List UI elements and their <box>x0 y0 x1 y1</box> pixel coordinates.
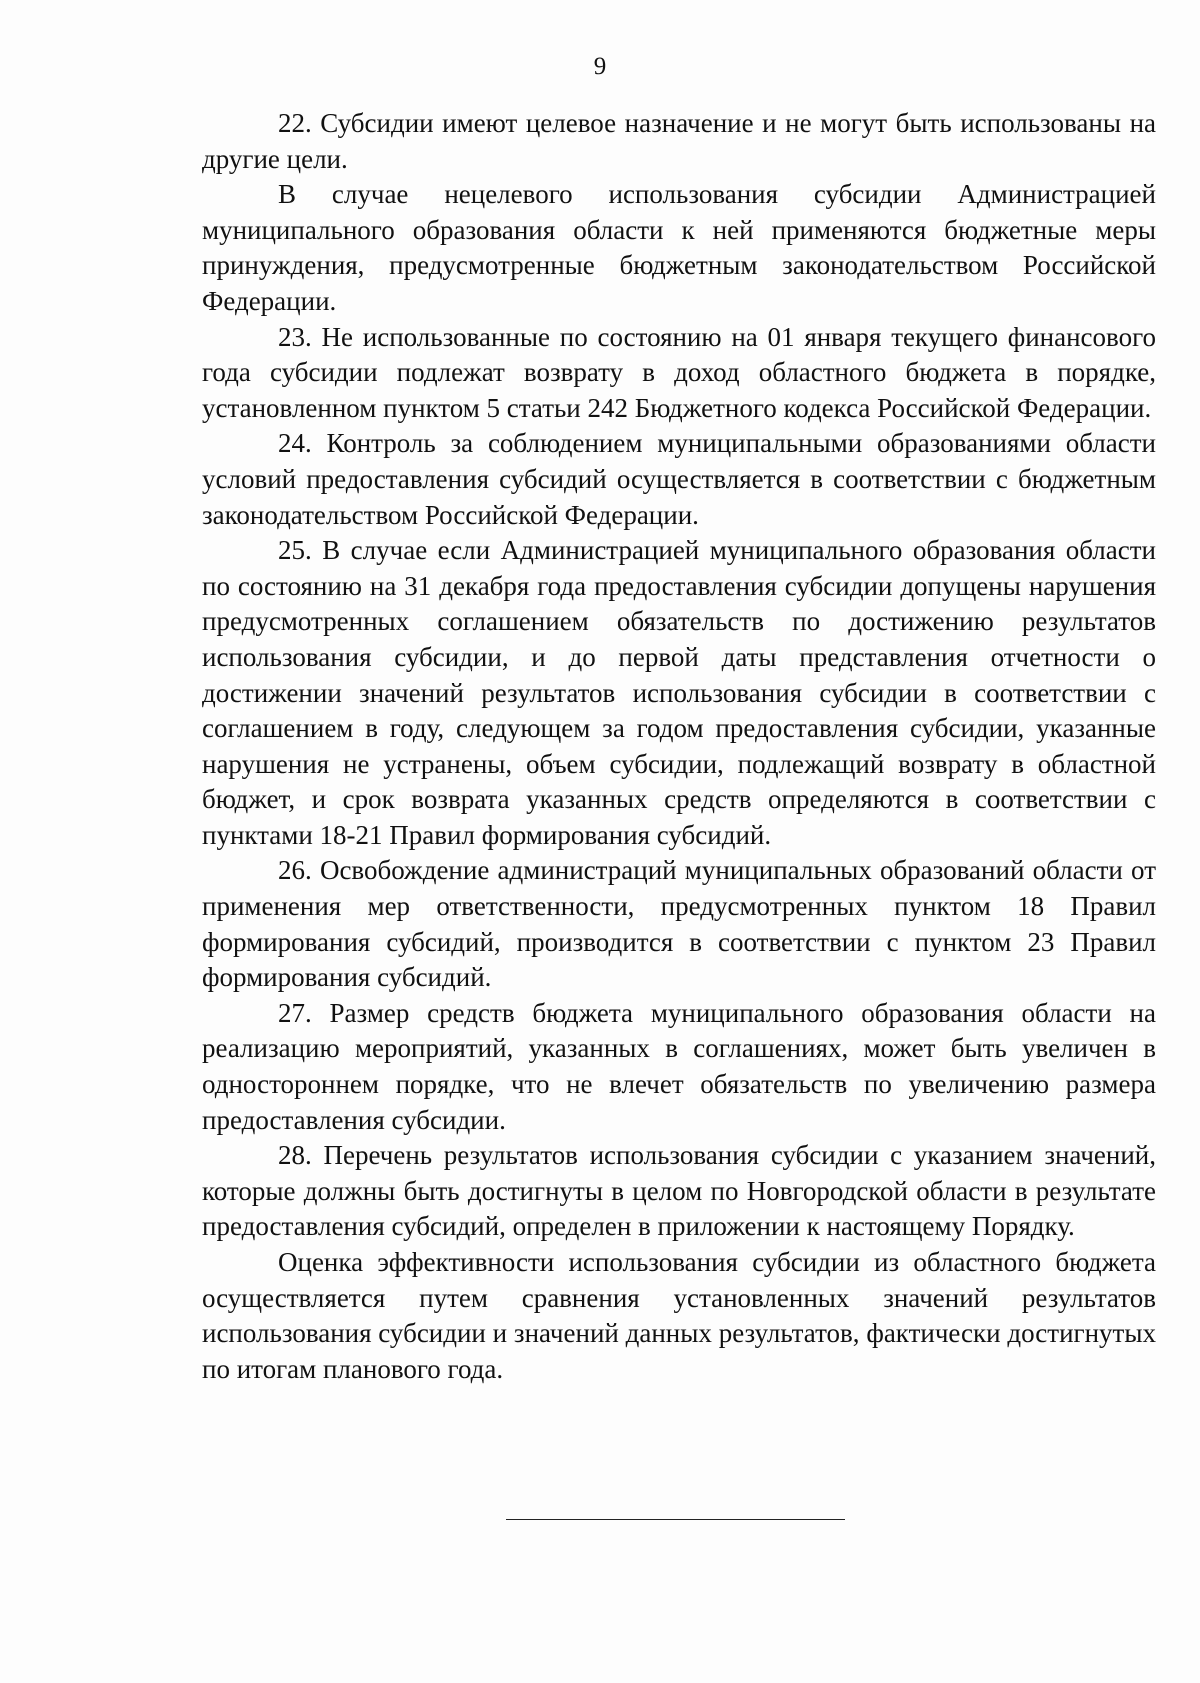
paragraph-25: 25. В случае если Администрацией муниципального образования области по состоянию на 31 декабря года предоставления субсидии допущены нарушения предусмотренных соглашением обязательств по достижению результатов использования субсидии, и до первой даты представления отчетности о достижении значений результатов использования субсидии в соответствии с соглашением в году, следующем за годом предоставления субсидии, указанные нарушения не устранены, объем субсидии, подлежащий возврату в областной бюджет, и срок возврата указанных средств определяются в соответствии с пунктами 18-21 Правил формирования субсидий. <box>202 535 1156 850</box>
document-body <box>202 106 1156 1387</box>
paragraph-24: 24. Контроль за соблюдением муниципальными образованиями области условий предоставления субсидий осуществляется в соответствии с бюджетным законодательством Российской Федерации. <box>202 428 1156 530</box>
paragraph-22-misuse: В случае нецелевого использования субсидии Администрацией муниципального образования области к ней применяются бюджетные меры принуждения, предусмотренные бюджетным законодательством Российской Федерации. <box>202 179 1156 316</box>
paragraph-28-evaluation: Оценка эффективности использования субсидии из областного бюджета осуществляется путем сравнения установленных значений результатов использования субсидии и значений данных результатов, фактически достигнутых по итогам планового года. <box>202 1247 1156 1384</box>
paragraph-27: 27. Размер средств бюджета муниципального образования области на реализацию мероприятий, указанных в соглашениях, может быть увеличен в одностороннем порядке, что не влечет обязательств по увеличению размера предоставления субсидии. <box>202 997 1156 1135</box>
closing-divider-line <box>506 1519 845 1520</box>
paragraph-26: 26. Освобождение администраций муниципальных образований области от применения мер ответственности, предусмотренных пунктом 18 Правил формирования субсидий, производится в соответствии с пунктом 23 Правил формирования субсидий. <box>202 855 1156 993</box>
paragraph-28: 28. Перечень результатов использования субсидии с указанием значений, которые должны быть достигнуты в целом по Новгородской области в результате предоставления субсидий, определен в приложении к настоящему Порядку. <box>202 1140 1156 1242</box>
paragraph-22: 22. Субсидии имеют целевое назначение и не могут быть использованы на другие цели. <box>202 108 1156 174</box>
page-number: 9 <box>593 53 607 80</box>
paragraph-23: 23. Не использованные по состоянию на 01 января текущего финансового года субсидии подлежат возврату в доход областного бюджета в порядке, установленном пунктом 5 статьи 242 Бюджетного кодекса Российской Федерации. <box>202 321 1156 423</box>
